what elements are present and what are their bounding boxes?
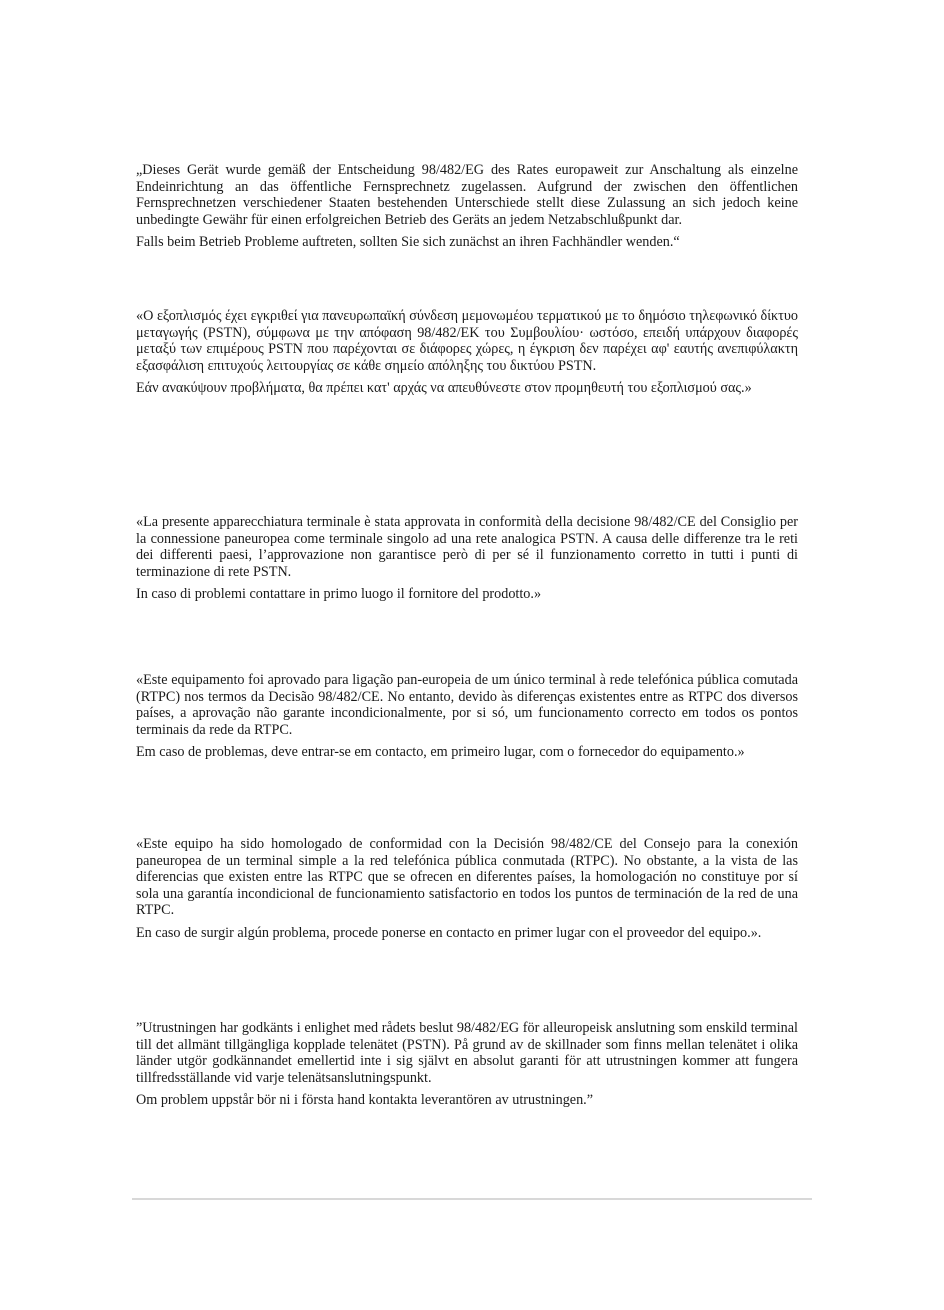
declaration-spanish-note: En caso de surgir algún problema, procede ponerse en contacto en primer lugar con el proveedor del equipo.». [136, 924, 762, 941]
declaration-german-note: Falls beim Betrieb Probleme auftreten, sollten Sie sich zunächst an ihren Fachhändler wenden.“ [136, 234, 680, 251]
declaration-italian [136, 514, 798, 603]
declaration-portuguese-body: «Este equipamento foi aprovado para ligação pan-europeia de um único terminal à rede telefónica pública comutada (RTPC) nos termos da Decisão 98/482/CE. No entanto, devido às diferenças existentes entre as RTPC dos diversos países, a aprovação não garante incondicionalmente, por si só, um funcionamento correcto em todos os pontos terminais da rede da RTPC. [136, 672, 798, 738]
declaration-greek [136, 308, 798, 397]
declaration-italian-body: «La presente apparecchiatura terminale è stata approvata in conformità della decisione 98/482/CE del Consiglio per la connessione paneuropea come terminale singolo ad una rete analogica PSTN. A causa delle differenze tra le reti dei differenti paesi, l’approvazione non garantisce però di per sé il funzionamento corretto in tutti i punti di terminazione di rete PSTN. [136, 514, 798, 580]
declaration-spanish [136, 836, 798, 942]
declaration-swedish [136, 1020, 798, 1109]
declaration-spanish-body: «Este equipo ha sido homologado de conformidad con la Decisión 98/482/CE del Consejo para la conexión paneuropea de un terminal simple a la red telefónica pública conmutada (RTPC). No obstante, a la vista de las diferencias que existen entre las RTPC que se ofrecen en diferentes países, la homologación no constituye por sí sola una garantía incondicional de funcionamiento satisfactorio en todos los puntos de terminación de la red de una RTPC. [136, 836, 798, 919]
footer-divider [132, 1198, 812, 1200]
declaration-greek-note: Εάν ανακύψουν προβλήματα, θα πρέπει κατ' αρχάς να απευθύνεστε στον προμηθευτή του εξοπλισμού σας.» [136, 380, 752, 397]
declaration-swedish-body: ”Utrustningen har godkänts i enlighet med rådets beslut 98/482/EG för alleuropeisk anslutning som enskild terminal till det allmänt tillgängliga kopplade telenätet (PSTN). På grund av de skillnader som finns mellan telenätet i olika länder utgör godkännandet emellertid inte i sig självt en absolut garanti för att utrustningen kommer att fungera tillfredsställande vid varje telenätsanslutningspunkt. [136, 1020, 798, 1086]
declaration-german [136, 162, 798, 251]
declaration-portuguese [136, 672, 798, 761]
declaration-italian-note: In caso di problemi contattare in primo luogo il fornitore del prodotto.» [136, 586, 542, 603]
declaration-portuguese-note: Em caso de problemas, deve entrar-se em contacto, em primeiro lugar, com o fornecedor do equipamento.» [136, 744, 745, 761]
declaration-greek-body: «Ο εξοπλισμός έχει εγκριθεί για πανευρωπαϊκή σύνδεση μεμονωμέου τερματικού με το δημόσιο τηλεφωνικό δίκτυο μεταγωγής (PSTN), σύμφωνα με την απόφαση 98/482/ΕΚ του Συμβουλίου· ωστόσο, επειδή υπάρχουν διαφορές μεταξύ των επιμέρους PSTN που παρέχονται σε διάφορες χώρες, η έγκριση δεν παρέχει αφ' εαυτής ανεπιφύλακτη εξασφάλιση επιτυχούς λειτουργίας σε κάθε σημείο απόληξης του δικτύου PSTN. [136, 308, 798, 374]
declaration-german-body: „Dieses Gerät wurde gemäß der Entscheidung 98/482/EG des Rates europaweit zur Anschaltung als einzelne Endeinrichtung an das öffentliche Fernsprechnetz zugelassen. Aufgrund der zwischen den öffentlichen Fernsprechnetzen verschiedener Staaten bestehenden Unterschiede stellt diese Zulassung an sich jedoch keine unbedingte Gewähr für einen erfolgreichen Betrieb des Geräts an jedem Netzabschlußpunkt dar. [136, 162, 798, 228]
declaration-swedish-note: Om problem uppstår bör ni i första hand kontakta leverantören av utrustningen.” [136, 1092, 594, 1109]
